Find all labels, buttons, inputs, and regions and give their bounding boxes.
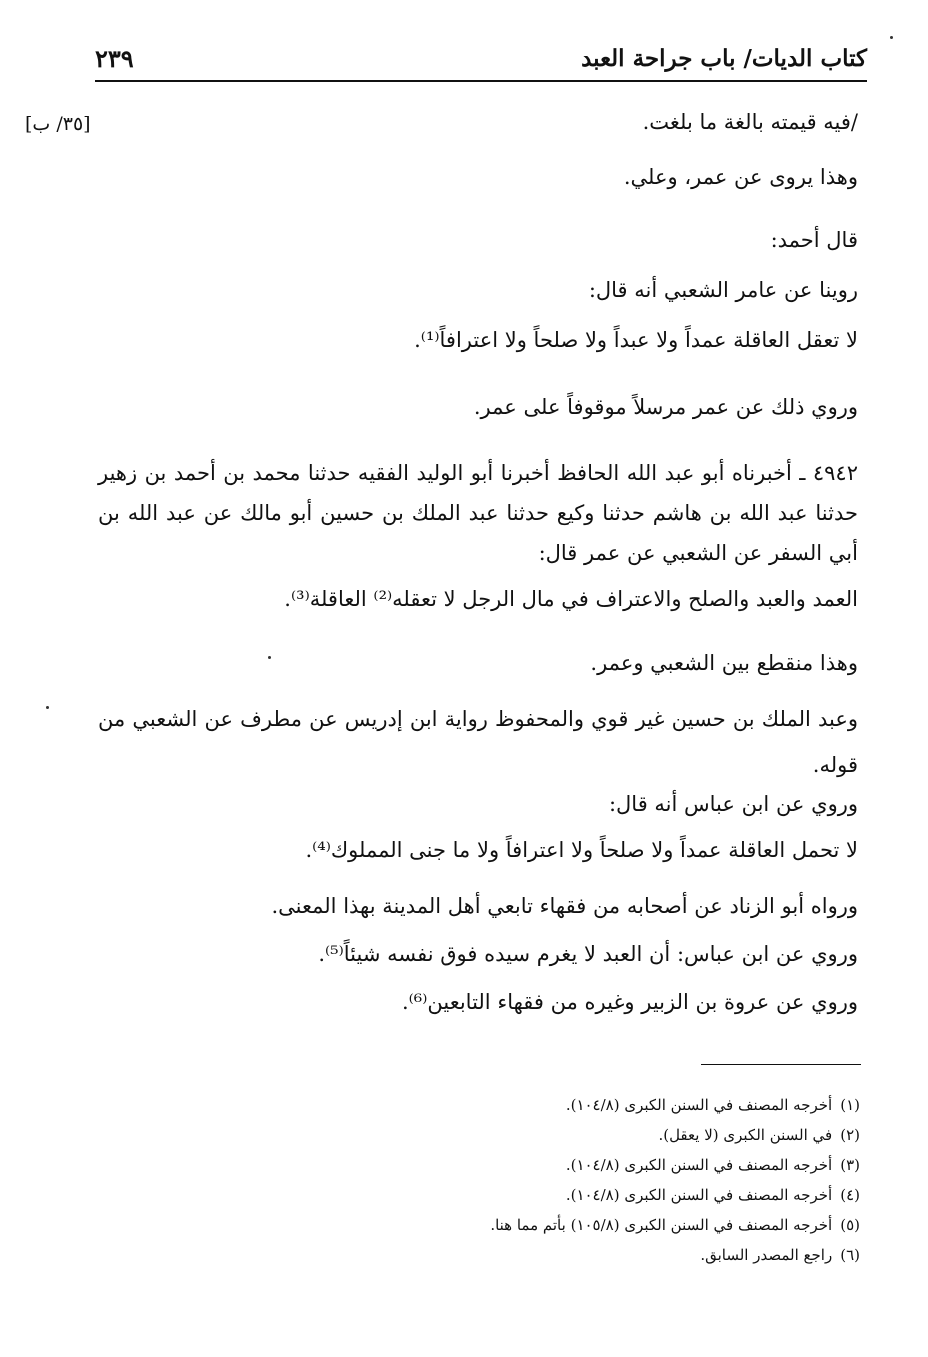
paragraph: وهذا يروى عن عمر، وعلي.: [623, 165, 858, 189]
footnote: [260, 1240, 860, 1270]
paragraph: وهذا منقطع بين الشعبي وعمر.: [590, 651, 858, 675]
chapter-title: كتاب الديات/ باب جراحة العبد: [581, 44, 867, 72]
paragraph: وروي عن ابن عباس أنه قال:: [608, 792, 858, 816]
footnote-number: (٢): [840, 1126, 860, 1144]
footnote-text: أخرجه المصنف في السنن الكبرى (١٠٤/٨).: [565, 1096, 833, 1114]
footnote-number: (٥): [840, 1216, 860, 1234]
paragraph: وروي عن عروة بن الزبير وغيره من فقهاء التابعين⁽⁶⁾.: [401, 990, 858, 1014]
quoted-statement: لا تعقل العاقلة عمداً ولا عبداً ولا صلحاً ولا اعترافاً⁽¹⁾.: [414, 328, 858, 352]
footnote-text: أخرجه المصنف في السنن الكبرى (١٠٤/٨).: [565, 1156, 833, 1174]
paragraph: روينا عن عامر الشعبي أنه قال:: [588, 278, 858, 302]
footnote: [260, 1180, 860, 1210]
footnote-number: (٤): [840, 1186, 860, 1204]
paragraph: وعبد الملك بن حسين غير قوي والمحفوظ رواية ابن إدريس عن مطرف عن الشعبي من قوله.: [98, 707, 858, 777]
footnote-rule: [701, 1064, 861, 1065]
quoted-statement: العمد والعبد والصلح والاعتراف في مال الرجل لا تعقله⁽²⁾ العاقلة⁽³⁾.: [284, 587, 858, 611]
footnote-text: أخرجه المصنف في السنن الكبرى (١٠٥/٨) بأتم مما هنا.: [490, 1216, 833, 1234]
paragraph: وروي ذلك عن عمر مرسلاً موقوفاً على عمر.: [473, 395, 858, 419]
footnote: [260, 1210, 860, 1240]
footnote: [260, 1120, 860, 1150]
header-rule: [95, 80, 867, 82]
scan-speck: [46, 706, 49, 709]
footnote-number: (١): [840, 1096, 860, 1114]
paragraph: وروي عن ابن عباس: أن العبد لا يغرم سيده فوق نفسه شيئاً⁽⁵⁾.: [318, 942, 858, 966]
footnote-text: راجع المصدر السابق.: [700, 1246, 833, 1264]
paragraph: /فيه قيمته بالغة ما بلغت.: [642, 110, 858, 134]
paragraph: قال أحمد:: [770, 228, 858, 252]
manuscript-folio-marker: [٣٥/ ب]: [25, 113, 91, 135]
footnote-text: أخرجه المصنف في السنن الكبرى (١٠٤/٨).: [565, 1186, 833, 1204]
page-number: ٢٣٩: [95, 43, 134, 73]
footnote: [260, 1090, 860, 1120]
quoted-statement: لا تحمل العاقلة عمداً ولا صلحاً ولا اعترافاً ولا ما جنى المملوك⁽⁴⁾.: [305, 838, 858, 862]
paragraph: ورواه أبو الزناد عن أصحابه من فقهاء تابعي أهل المدينة بهذا المعنى.: [271, 894, 858, 918]
footnote-number: (٦): [840, 1246, 860, 1264]
footnote-number: (٣): [840, 1156, 860, 1174]
footnote-text: في السنن الكبرى (لا يعقل).: [658, 1126, 833, 1144]
footnote: [260, 1150, 860, 1180]
running-header: [95, 38, 867, 78]
scan-speck: [890, 36, 893, 39]
hadith-chain-paragraph: ٤٩٤٢ ـ أخبرناه أبو عبد الله الحافظ أخبرنا أبو الوليد الفقيه حدثنا محمد بن أحمد بن زهير حدثنا عبد الله بن هاشم حدثنا وكيع حدثنا عبد الملك بن حسين أبو مالك عن عبد الله بن أبي السفر عن الشعبي عن عمر قال:: [98, 461, 858, 565]
footnotes: [260, 1090, 860, 1270]
scan-speck: [268, 656, 271, 659]
